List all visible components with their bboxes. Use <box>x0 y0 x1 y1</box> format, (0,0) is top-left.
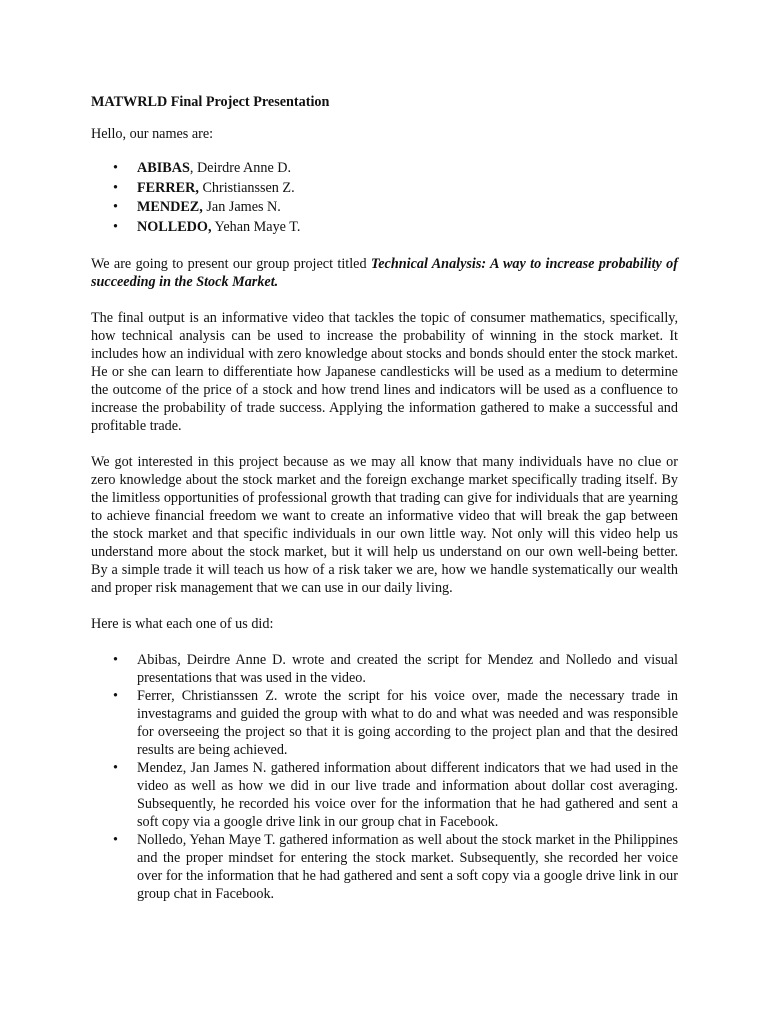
member-item <box>91 198 678 218</box>
member-given-name: , Deirdre Anne D. <box>189 160 292 176</box>
member-item <box>91 179 678 199</box>
greeting-line: Hello, our names are: <box>91 126 214 142</box>
member-given-name: Jan James N. <box>202 199 281 215</box>
intro-paragraph <box>91 255 678 291</box>
intro-lead: We are going to present our group project titled <box>91 256 371 272</box>
roles-heading: Here is what each one of us did: <box>91 616 274 632</box>
role-item: • Abibas, Deirdre Anne D. wrote and created the script for Mendez and Nolledo and visual presentations that was used in the video. <box>91 651 678 687</box>
document-title: MATWRLD Final Project Presentation <box>91 94 330 110</box>
roles-list <box>91 651 678 903</box>
project-title: Technical Analysis: A way to increase probability of succeeding in the Stock Market. <box>91 256 678 290</box>
member-item <box>91 218 678 238</box>
member-list <box>91 159 678 237</box>
output-paragraph: The final output is an informative video that tackles the topic of consumer mathematics, specifically, how technical analysis can be used to increase the probability of winning in the stock market. It includes how an individual with zero knowledge about stocks and bonds should enter the stock market. He or she can learn to differentiate how Japanese candlesticks will be used as a medium to determine the outcome of the price of a stock and how trend lines and indicators will be used as a confluence to increase the probability of trade success. Applying the information gathered to make a successful and profitable trade. <box>91 310 678 434</box>
member-surname: MENDEZ, <box>137 199 203 215</box>
role-item: • Mendez, Jan James N. gathered information about different indicators that we had used in the video as well as how we did in our live trade and information about dollar cost averaging. Subsequently, he recorded his voice over for the information that he had gathered and sent a soft copy via a google drive link in our group chat in Facebook. <box>91 759 678 831</box>
member-surname: NOLLEDO, <box>137 218 212 235</box>
member-surname: ABIBAS <box>137 160 190 176</box>
document-page <box>91 93 678 903</box>
role-item: • Nolledo, Yehan Maye T. gathered information as well about the stock market in the Philippines and the proper mindset for entering the stock market. Subsequently, she recorded her voice over for the information that he had gathered and sent a soft copy via a google drive link in our group chat in Facebook. <box>91 831 678 903</box>
member-surname: FERRER, <box>137 179 199 196</box>
member-given-name: Yehan Maye T. <box>211 218 301 235</box>
member-item <box>91 159 678 179</box>
member-given-name: Christianssen Z. <box>198 179 295 196</box>
interest-paragraph: We got interested in this project because as we may all know that many individuals have no clue or zero knowledge about the stock market and the foreign exchange market specifically trading itself. By the limitless opportunities of professional growth that trading can give for individuals that are yearning to achieve financial freedom we want to create an informative video that will break the gap between the stock market and that specific individuals in our own little way. Not only will this video help us understand more about the stock market, but it will help us understand on our own well-being better. By a simple trade it will teach us how of a risk taker we are, how we handle systematically our wealth and proper risk management that we can use in our daily living. <box>91 454 678 596</box>
role-item: • Ferrer, Christianssen Z. wrote the script for his voice over, made the necessary trade in investagrams and guided the group with what to do and what was needed and was responsible for overseeing the project so that it is going according to the project plan and that the desired results are being achieved. <box>91 687 678 759</box>
